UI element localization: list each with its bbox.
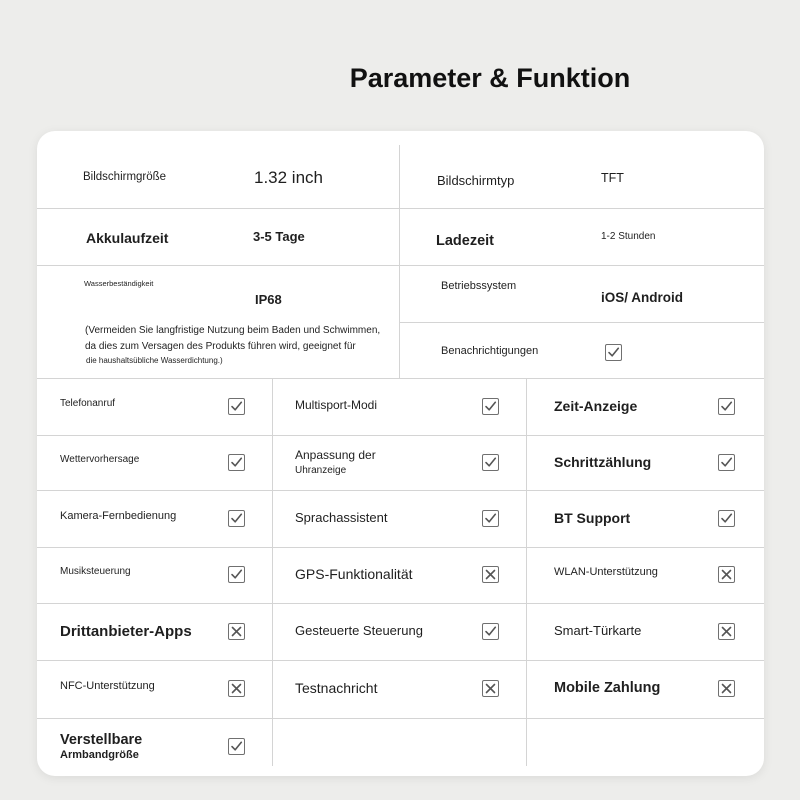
feature-label: Multisport-Modi	[295, 397, 378, 412]
feature-label: Kamera-Fernbedienung	[60, 509, 177, 522]
feature-label: Smart-Türkarte	[554, 622, 642, 638]
water-note-line-1: (Vermeiden Sie langfristige Nutzung beim Baden und Schwimmen,	[85, 325, 381, 336]
check-icon	[482, 623, 499, 640]
feature-label: Anpassung der	[295, 447, 376, 462]
feature-label: Testnachricht	[295, 680, 378, 696]
divider	[37, 435, 764, 436]
cross-icon	[718, 623, 735, 640]
feature-label: Drittanbieter-Apps	[60, 622, 192, 640]
feature-label: Musiksteuerung	[60, 566, 131, 577]
os-value: iOS/ Android	[601, 290, 683, 305]
feature-label: Zeit-Anzeige	[554, 397, 638, 414]
charge-label: Ladezeit	[436, 233, 495, 249]
check-icon	[228, 566, 245, 583]
check-icon	[482, 398, 499, 415]
feature-label: Mobile Zahlung	[554, 680, 661, 696]
screen-size-label: Bildschirmgröße	[83, 171, 167, 183]
divider	[37, 378, 764, 379]
check-icon	[718, 398, 735, 415]
screen-size-value: 1.32 inch	[254, 168, 323, 187]
feature-label: Wettervorhersage	[60, 453, 140, 465]
feature-label: WLAN-Unterstützung	[554, 566, 658, 578]
water-note-line-2: da dies zum Versagen des Produkts führen wird, geeignet für	[85, 341, 356, 352]
divider	[37, 490, 764, 491]
notifications-check-icon	[605, 344, 622, 361]
check-icon	[718, 454, 735, 471]
feature-label-line-2: Armbandgröße	[60, 749, 139, 761]
check-icon	[718, 510, 735, 527]
divider	[37, 208, 764, 209]
cross-icon	[718, 566, 735, 583]
divider	[399, 322, 764, 323]
check-icon	[228, 454, 245, 471]
divider	[37, 603, 764, 604]
spec-card	[37, 131, 764, 776]
feature-label: Verstellbare	[60, 732, 143, 748]
feature-label: NFC-Unterstützung	[60, 680, 155, 692]
divider	[272, 378, 273, 766]
os-label: Betriebssystem	[441, 280, 517, 292]
divider	[37, 660, 764, 661]
check-icon	[228, 398, 245, 415]
feature-label: Telefonanruf	[60, 397, 116, 409]
divider	[399, 145, 400, 378]
water-note-line-3: die haushaltsübliche Wasserdichtung.)	[86, 356, 223, 365]
divider	[526, 378, 527, 766]
water-resistance-label: Wasserbeständigkeit	[84, 279, 154, 288]
cross-icon	[718, 680, 735, 697]
cross-icon	[482, 566, 499, 583]
check-icon	[482, 454, 499, 471]
battery-label: Akkulaufzeit	[86, 230, 169, 246]
feature-label: GPS-Funktionalität	[295, 566, 413, 582]
feature-label-line-2: Uhranzeige	[295, 464, 347, 476]
divider	[37, 718, 764, 719]
check-icon	[228, 510, 245, 527]
water-resistance-value: IP68	[255, 292, 282, 307]
notifications-label: Benachrichtigungen	[441, 345, 539, 357]
feature-label: Sprachassistent	[295, 509, 388, 525]
charge-value: 1-2 Stunden	[601, 231, 656, 242]
page-title: Parameter & Funktion	[349, 63, 631, 93]
check-icon	[228, 738, 245, 755]
battery-value: 3-5 Tage	[253, 229, 305, 244]
cross-icon	[228, 623, 245, 640]
divider	[37, 547, 764, 548]
feature-label: Schrittzählung	[554, 453, 652, 470]
cross-icon	[228, 680, 245, 697]
screen-type-value: TFT	[601, 171, 624, 185]
divider	[37, 265, 764, 266]
feature-label: BT Support	[554, 509, 631, 526]
screen-type-label: Bildschirmtyp	[437, 173, 515, 188]
cross-icon	[482, 680, 499, 697]
check-icon	[482, 510, 499, 527]
feature-label: Gesteuerte Steuerung	[295, 622, 423, 638]
